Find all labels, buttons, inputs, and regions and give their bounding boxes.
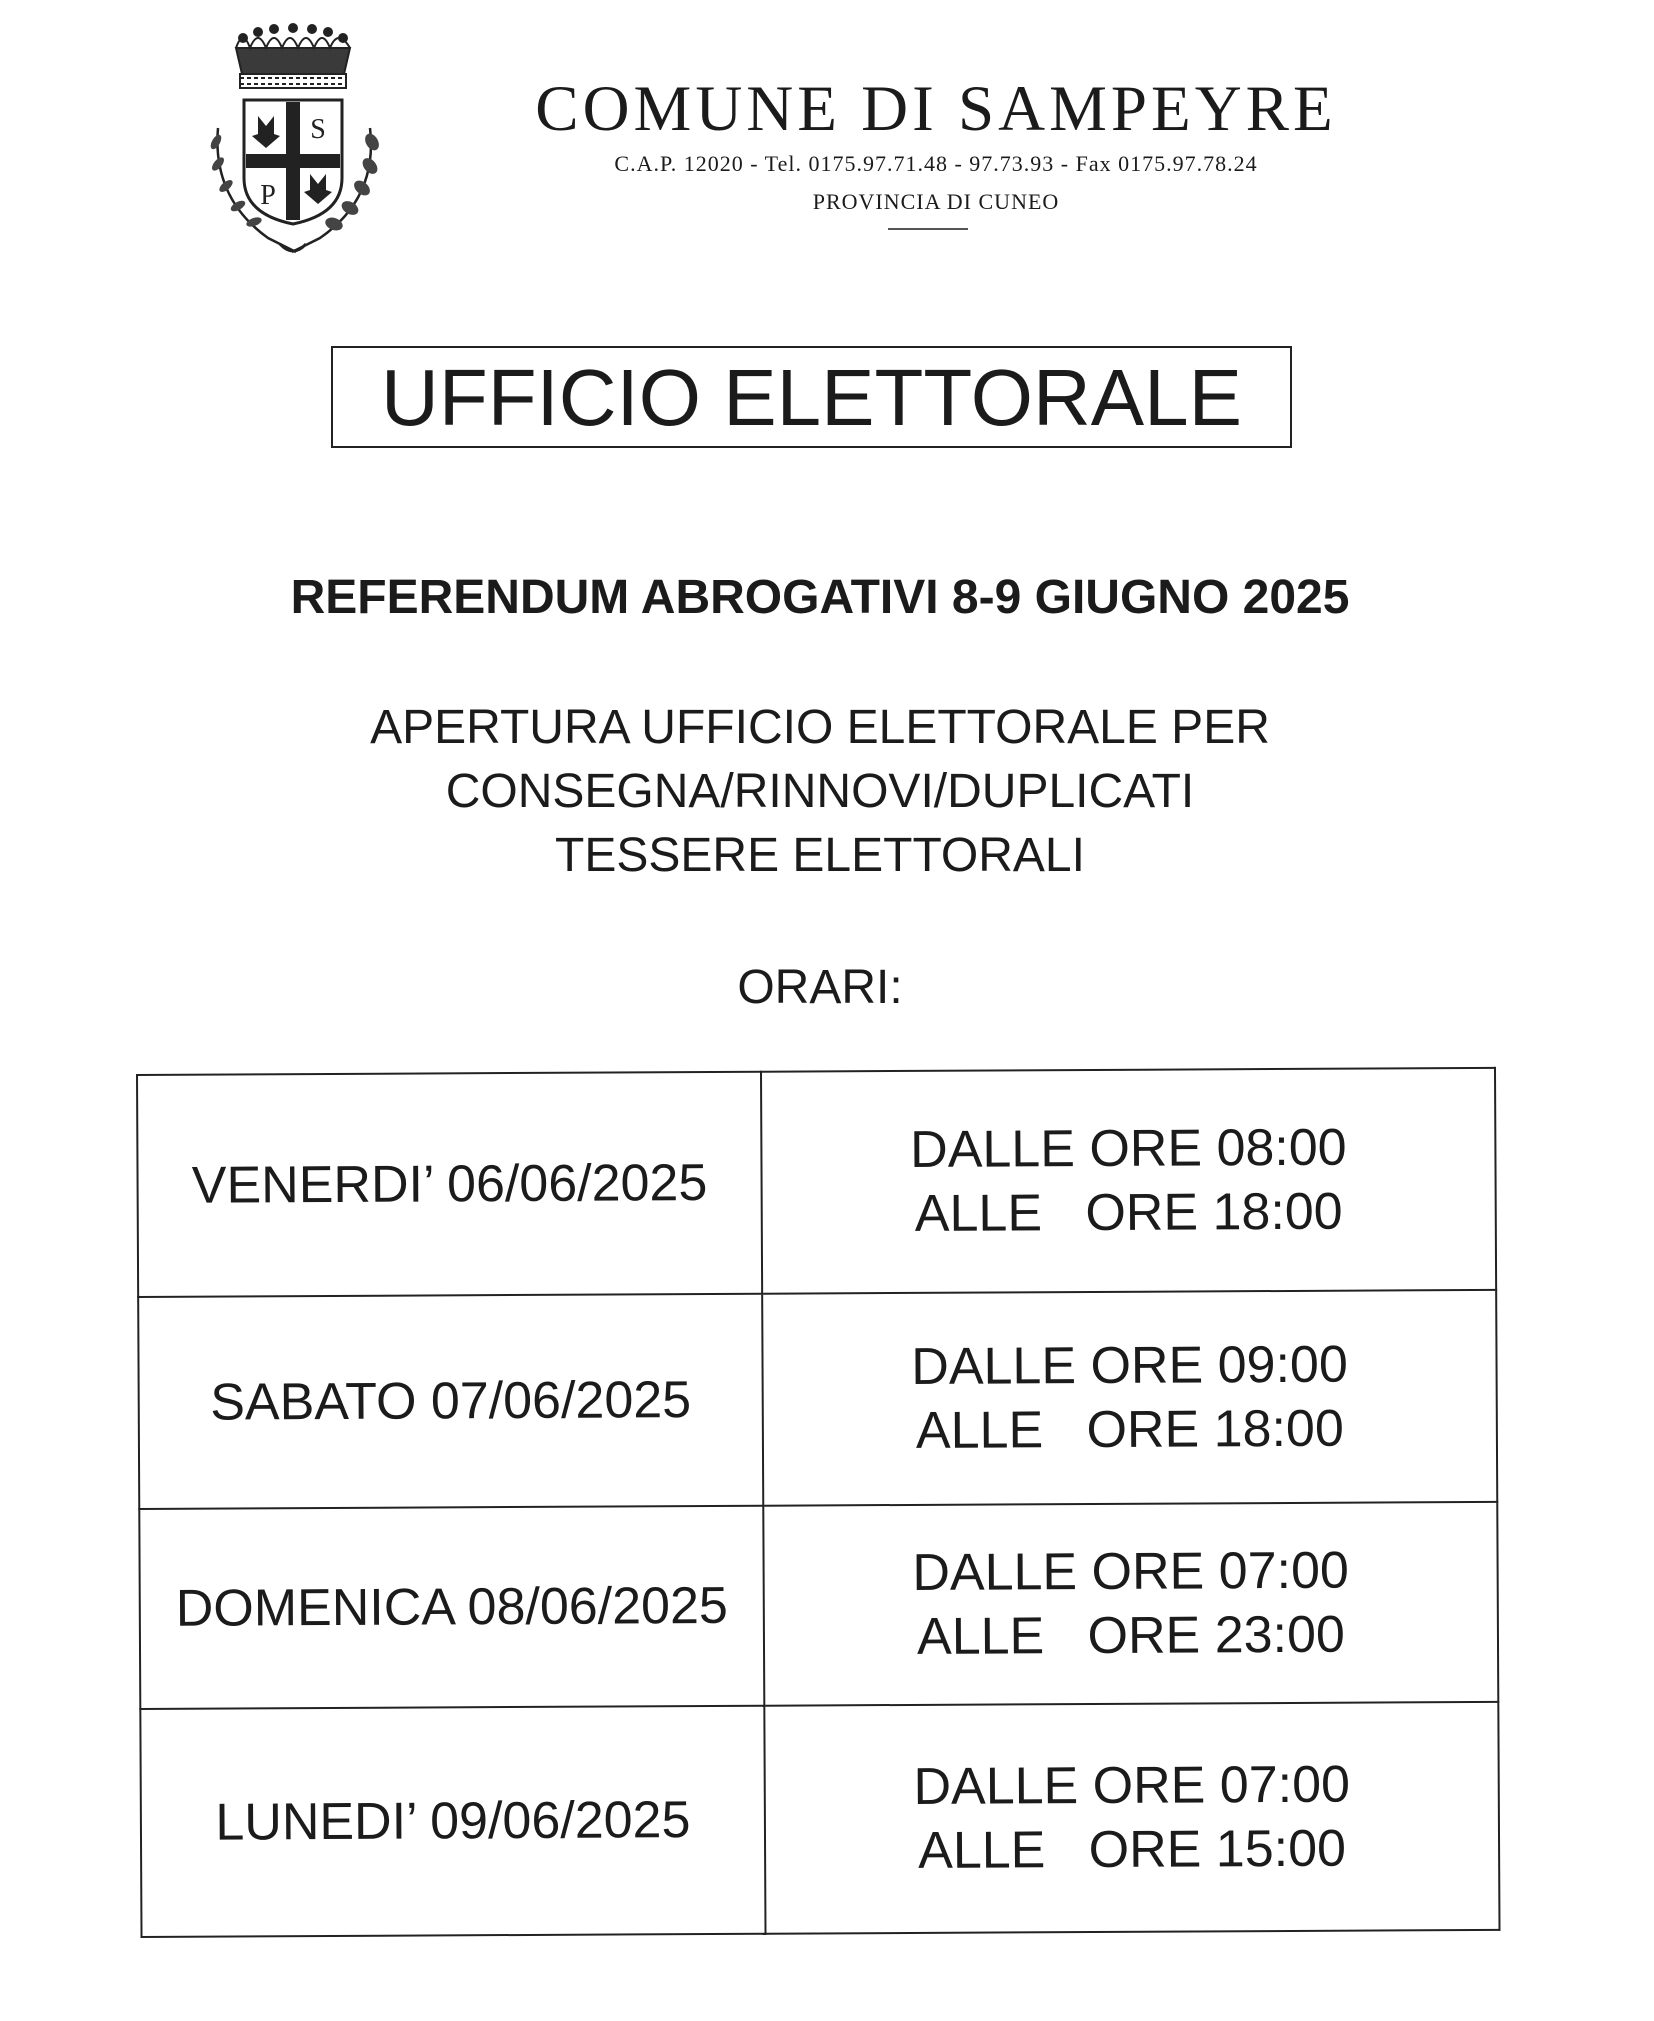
schedule-hours (762, 1290, 1497, 1506)
comune-title: COMUNE DI SAMPEYRE (535, 73, 1337, 145)
opening-line-3: TESSERE ELETTORALI (555, 829, 1085, 882)
opening-description (120, 696, 1520, 888)
coat-of-arms-logo (188, 18, 398, 268)
provincia-line: PROVINCIA DI CUNEO (812, 189, 1060, 214)
hours-label: ORARI: (737, 961, 903, 1014)
schedule-hours (763, 1502, 1498, 1706)
schedule-row (138, 1290, 1497, 1509)
header-divider (888, 228, 968, 230)
schedule-hours (761, 1068, 1496, 1294)
hours-from: DALLE ORE 07:00 (912, 1541, 1350, 1602)
opening-line-1: APERTURA UFFICIO ELETTORALE PER (370, 701, 1270, 754)
hours-to: ALLE ORE 18:00 (914, 1182, 1343, 1243)
opening-line-2: CONSEGNA/RINNOVI/DUPLICATI (445, 765, 1195, 818)
schedule-row (137, 1068, 1496, 1297)
schedule-day: DOMENICA 08/06/2025 (139, 1506, 764, 1709)
schedule-row (140, 1702, 1499, 1937)
schedule-day: LUNEDI’ 09/06/2025 (140, 1706, 765, 1937)
referendum-heading: REFERENDUM ABROGATIVI 8-9 GIUGNO 2025 (290, 571, 1350, 624)
office-title: UFFICIO ELETTORALE (381, 353, 1242, 442)
contact-line: C.A.P. 12020 - Tel. 0175.97.71.48 - 97.73.93 - Fax 0175.97.78.24 (614, 151, 1258, 176)
hours-from: DALLE ORE 09:00 (911, 1335, 1348, 1396)
schedule-row (139, 1502, 1498, 1709)
crest-letter-s: S (310, 114, 326, 145)
schedule-day: SABATO 07/06/2025 (138, 1294, 763, 1509)
hours-from: DALLE ORE 08:00 (910, 1118, 1347, 1179)
hours-to: ALLE ORE 18:00 (915, 1399, 1344, 1460)
office-title-box (331, 346, 1292, 448)
schedule-hours (764, 1702, 1499, 1934)
hours-to: ALLE ORE 15:00 (918, 1819, 1347, 1880)
hours-to: ALLE ORE 23:00 (916, 1605, 1346, 1666)
schedule-table (136, 1067, 1501, 1938)
hours-from: DALLE ORE 07:00 (913, 1755, 1351, 1816)
schedule-day: VENERDI’ 06/06/2025 (137, 1072, 762, 1297)
crest-letter-p: P (260, 180, 276, 211)
